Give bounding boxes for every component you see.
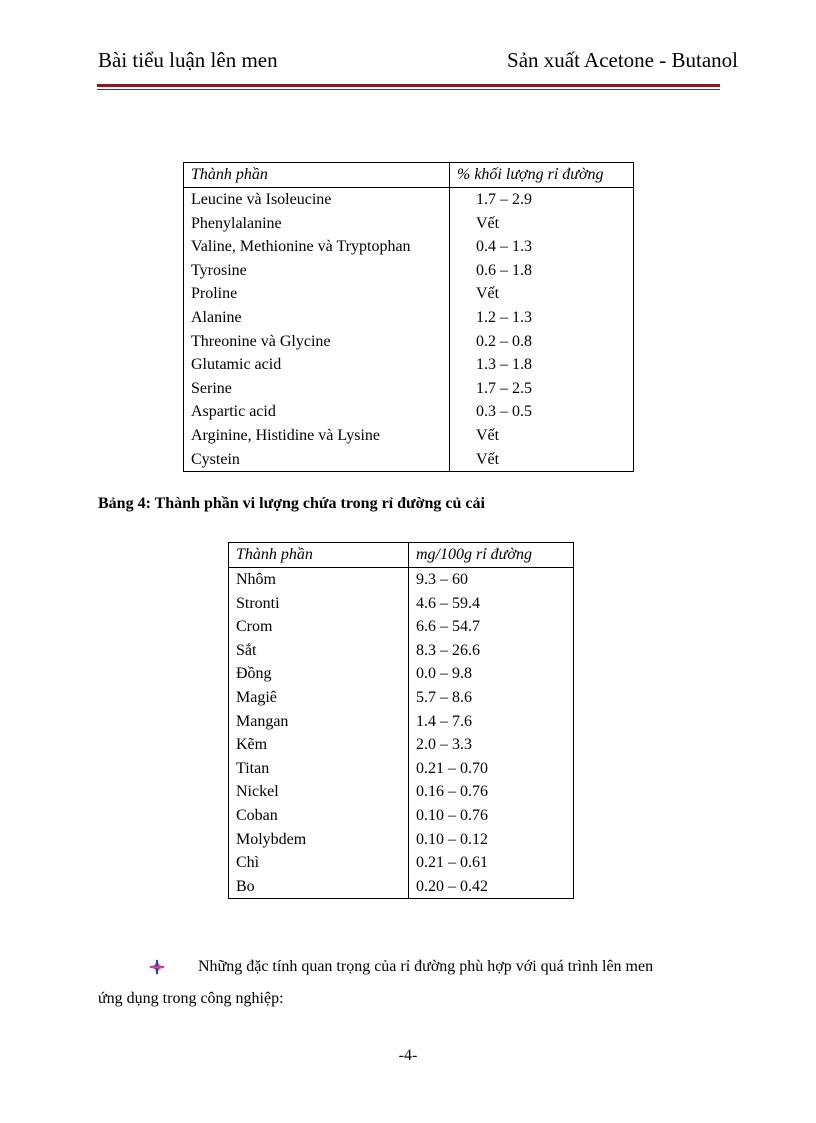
table1-cell: Phenylalanine	[184, 212, 450, 236]
table2-cell: Mangan	[229, 710, 409, 734]
table1-cell: Glutamic acid	[184, 353, 450, 377]
table1-cell: Valine, Methionine và Tryptophan	[184, 235, 450, 259]
table1-cell: 1.7 – 2.9	[476, 191, 532, 208]
table1-cell: Vết	[476, 450, 500, 468]
table2-cell: 0.21 – 0.61	[416, 854, 488, 872]
table2-cell: 2.0 – 3.3	[416, 736, 472, 754]
table2-cell: 4.6 – 59.4	[416, 594, 480, 612]
table2-cell: Nickel	[229, 780, 409, 804]
header-rule	[97, 84, 720, 90]
table1-cell: Arginine, Histidine và Lysine	[184, 424, 450, 448]
table1-row	[184, 306, 634, 330]
table2-row	[229, 662, 574, 686]
table2-cell: 0.21 – 0.70	[416, 759, 488, 777]
paragraph-line-2: ứng dụng trong công nghiệp:	[98, 990, 284, 1007]
page-number: -4-	[398, 1047, 418, 1064]
table2-row	[229, 639, 574, 663]
table2-cell: 0.0 – 9.8	[416, 665, 472, 683]
table1-cell: Threonine và Glycine	[184, 330, 450, 354]
table2-cell: 9.3 – 60	[416, 571, 468, 588]
table2-cell: Coban	[229, 804, 409, 828]
table2-cell: Magiê	[229, 686, 409, 710]
table1-row	[184, 424, 634, 448]
table2-cell: 0.10 – 0.76	[416, 806, 488, 824]
table2-row	[229, 733, 574, 757]
table2-cell: Crom	[229, 615, 409, 639]
table2-cell: Bo	[229, 875, 409, 899]
table1-row	[184, 259, 634, 283]
table1-cell: Alanine	[184, 306, 450, 330]
table1-cell: Vết	[476, 214, 500, 232]
table2-cell: Sắt	[229, 639, 409, 663]
table1-cell: 1.2 – 1.3	[476, 308, 532, 326]
table1-row	[184, 377, 634, 401]
table1-cell: 0.6 – 1.8	[476, 261, 532, 279]
table2-header-row	[229, 543, 574, 568]
table2-row	[229, 804, 574, 828]
table2-cell: 0.16 – 0.76	[416, 783, 488, 801]
table1-row	[184, 212, 634, 236]
table1-cell: Cystein	[184, 448, 450, 472]
paragraph-line-1	[98, 958, 728, 976]
table2-row	[229, 710, 574, 734]
table2-header-cell: mg/100g rỉ đường	[409, 543, 574, 568]
table-4-caption: Bảng 4: Thành phần vi lượng chứa trong rỉ đường củ cải	[98, 495, 485, 512]
table1-cell: 0.4 – 1.3	[476, 238, 532, 256]
table2-row	[229, 686, 574, 710]
table1-row	[184, 235, 634, 259]
table2-cell: 5.7 – 8.6	[416, 688, 472, 706]
header-left-title: Bài tiểu luận lên men	[98, 48, 278, 72]
table1-row	[184, 400, 634, 424]
table1-row	[184, 330, 634, 354]
table1-cell: 1.3 – 1.8	[476, 356, 532, 374]
table2-cell: Stronti	[229, 592, 409, 616]
table1-row	[184, 353, 634, 377]
table2-cell: Đồng	[229, 662, 409, 686]
table1-cell: Leucine và Isoleucine	[184, 188, 450, 212]
table2-row	[229, 851, 574, 875]
trace-element-table	[228, 542, 574, 899]
table2-row	[229, 568, 574, 592]
table1-row	[184, 282, 634, 306]
table1-row	[184, 188, 634, 212]
table2-cell: Kẽm	[229, 733, 409, 757]
table2-cell: 0.20 – 0.42	[416, 877, 488, 895]
table1-row	[184, 448, 634, 472]
table1-cell: Aspartic acid	[184, 400, 450, 424]
table1-cell: 0.2 – 0.8	[476, 332, 532, 350]
table1-cell: 0.3 – 0.5	[476, 403, 532, 421]
table2-row	[229, 780, 574, 804]
table2-cell: Titan	[229, 757, 409, 781]
table1-cell: Tyrosine	[184, 259, 450, 283]
table1-header-cell: Thành phần	[184, 163, 450, 188]
table2-cell: 1.4 – 7.6	[416, 712, 472, 730]
table2-cell: Chì	[229, 851, 409, 875]
table2-cell: 0.10 – 0.12	[416, 830, 488, 848]
table1-cell: Vết	[476, 426, 500, 444]
table1-cell: Serine	[184, 377, 450, 401]
table2-cell: 8.3 – 26.6	[416, 641, 480, 659]
table2-header-cell: Thành phần	[229, 543, 409, 568]
table1-cell: 1.7 – 2.5	[476, 379, 532, 397]
table1-header-row	[184, 163, 634, 188]
table2-row	[229, 757, 574, 781]
table1-cell: Proline	[184, 282, 450, 306]
table1-header-cell: % khối lượng rỉ đường	[450, 163, 634, 188]
table2-cell: Molybdem	[229, 828, 409, 852]
table2-row	[229, 615, 574, 639]
table2-row	[229, 875, 574, 899]
amino-acid-table	[183, 162, 634, 472]
paragraph-line-1-text: Những đặc tính quan trọng của rỉ đường phù hợp với quá trình lên men	[198, 958, 654, 975]
table2-cell: 6.6 – 54.7	[416, 618, 480, 636]
header-right-title: Sản xuất Acetone - Butanol	[507, 48, 738, 72]
table1-cell: Vết	[476, 285, 500, 303]
table2-row	[229, 592, 574, 616]
table2-row	[229, 828, 574, 852]
table2-cell: Nhôm	[229, 568, 409, 592]
